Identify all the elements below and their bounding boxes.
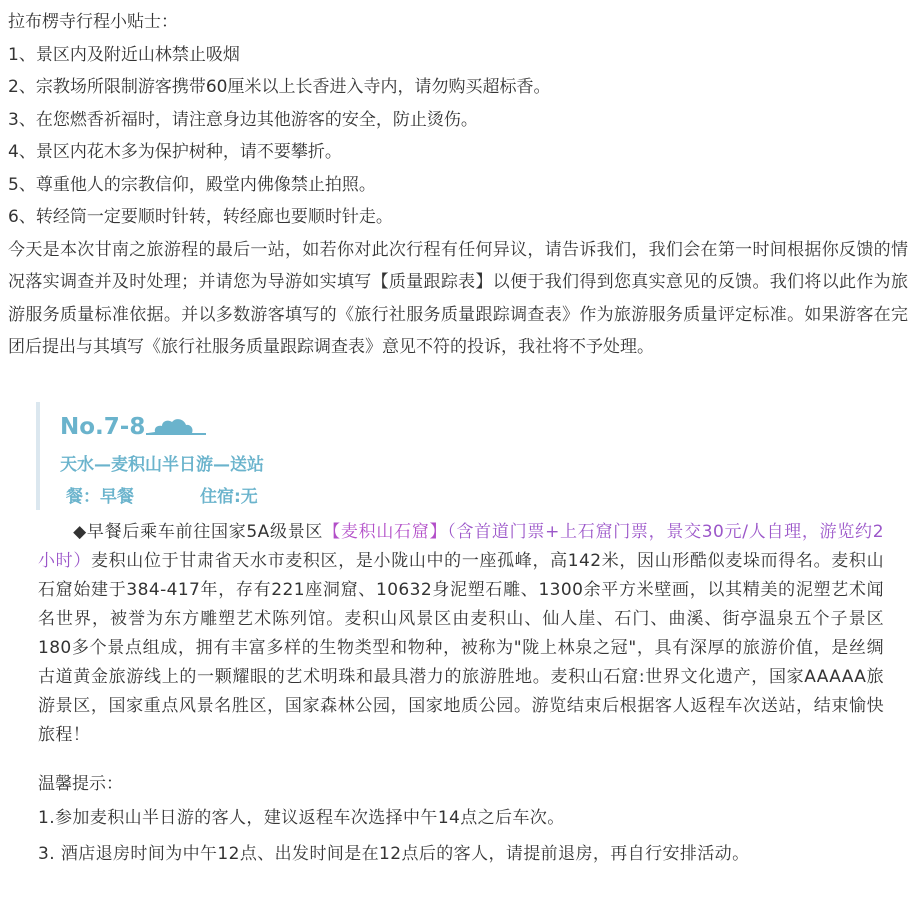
tips-title: 温馨提示： [38,774,123,794]
ticket-note: （含首道门票+上石窟门票，景交30元/人自理，游览约2小时） [38,522,884,571]
notice-item: 3、在您燃香祈福时，请注意身边其他游客的安全，防止烫伤。 [8,109,478,130]
cloud-icon [146,414,206,436]
day-header [36,402,340,510]
notice-item: 4、景区内花木多为保护树种，请不要攀折。 [8,142,342,162]
notice-section [8,6,908,364]
itinerary-paragraph [38,518,884,750]
notice-paragraph: 今天是本次甘南之旅游程的最后一站，如若你对此次行程有任何异议，请告诉我们，我们会在第一时间根据你反馈的情况落实调查并及时处理；并请您为导游如实填写【质量跟踪表】以便于我们得到您真实意见的反馈。我们将以此作为旅游服务质量标准依据。并以多数游客填写的《旅行社服务质量跟踪调查表》作为旅游服务质量评定标准。如果游客在完团后提出与其填写《旅行社服务质量跟踪调查表》意见不符的投诉，我社将不予处理。 [8,239,908,357]
itinerary-description: 麦积山位于甘肃省天水市麦积区，是小陇山中的一座孤峰，高142米，因山形酷似麦垛而得名。麦积山石窟始建于384-417年，存有221座洞窟、10632身泥塑石雕、1300余平方米壁画，以其精美的泥塑艺术闻名世界，被誉为东方雕塑艺术陈列馆。麦积山风景区由麦积山、仙人崖、石门、曲溪、街亭温泉五个子景区180多个景点组成，拥有丰富多样的生物类型和物种，被称为"陇上林泉之冠"，具有深厚的旅游价值，是丝绸古道黄金旅游线上的一颗耀眼的艺术明珠和最具潜力的旅游胜地。麦积山石窟:世界文化遗产，国家AAAAA旅游景区，国家重点风景名胜区，国家森林公园，国家地质公园。游览结束后根据客人返程车次送站，结束愉快旅程！ [38,551,884,745]
itinerary-intro: ◆早餐后乘车前往国家5A级景区 [72,522,324,542]
notice-item: 2、宗教场所限制游客携带60厘米以上长香进入寺内，请勿购买超标香。 [8,77,551,97]
day-number: No.7-8 [60,414,146,440]
day-stay: 住宿:无 [200,487,258,507]
tip-item: 1.参加麦积山半日游的客人，建议返程车次选择中午14点之后车次。 [38,808,565,828]
site-name: 【麦积山石窟】 [323,522,448,542]
notice-item: 6、转经筒一定要顺时针转，转经廊也要顺时针走。 [8,207,393,227]
itinerary-section [38,518,884,750]
notice-title: 拉布楞寺行程小贴士： [8,12,178,32]
notice-item: 5、尊重他人的宗教信仰，殿堂内佛像禁止拍照。 [8,174,376,195]
day-route: 天水—麦积山半日游—送站 [60,455,264,475]
notice-item: 1、景区内及附近山林禁止吸烟 [8,44,240,65]
day-meal: 餐：早餐 [66,487,134,507]
tip-item: 3. 酒店退房时间为中午12点、出发时间是在12点后的客人，请提前退房，再自行安排活动。 [38,844,750,864]
